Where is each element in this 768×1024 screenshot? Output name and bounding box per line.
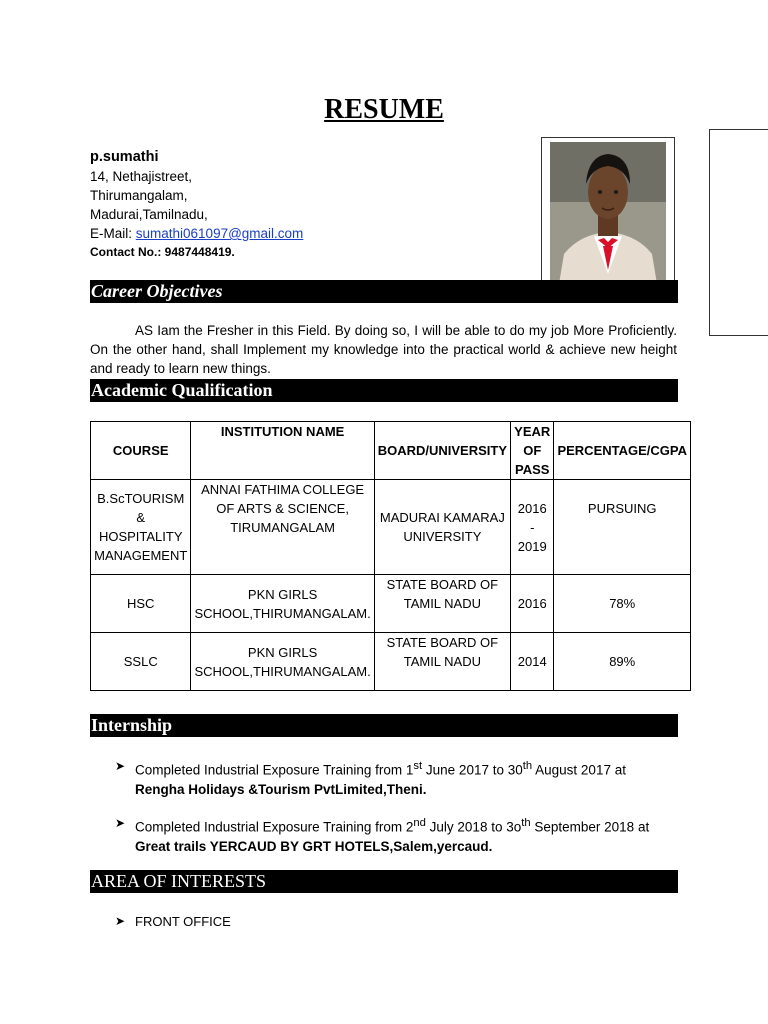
- email-link[interactable]: sumathi061097@gmail.com: [135, 226, 304, 241]
- interests-list: [115, 912, 677, 931]
- cell-institution: PKN GIRLS SCHOOL,THIRUMANGALAM.: [191, 633, 374, 691]
- section-heading-internship: Internship: [90, 714, 678, 737]
- internship-text-part: Completed Industrial Exposure Training from 2: [135, 819, 414, 835]
- cell-percentage: 89%: [554, 633, 691, 691]
- ordinal-suffix: nd: [413, 817, 426, 829]
- arrow-bullet-icon: ➤: [115, 759, 126, 773]
- cell-percentage: PURSUING: [554, 480, 691, 575]
- header-course: COURSE: [91, 422, 191, 480]
- table-header-row: [91, 422, 691, 480]
- cell-board: MADURAI KAMARAJ UNIVERSITY: [374, 480, 510, 575]
- cell-year: 2016 - 2019: [511, 480, 554, 575]
- interest-text: FRONT OFFICE: [135, 914, 231, 929]
- ordinal-suffix: th: [522, 760, 533, 772]
- internship-text: [135, 814, 677, 837]
- list-item: [115, 814, 677, 856]
- cell-year: 2016: [511, 575, 554, 633]
- contact-block: [90, 148, 303, 262]
- career-objective-text: AS Iam the Fresher in this Field. By doing so, I will be able to do my job More Proficiently. On the other hand, shall Implement my knowledge into the practical world & achieve new height and ready to learn new things.: [90, 323, 677, 376]
- header-year: YEAR OF PASS: [511, 422, 554, 480]
- phone-number: 9487448419.: [164, 245, 235, 259]
- section-heading-career: Career Objectives: [90, 280, 678, 303]
- section-heading-interests: AREA OF INTERESTS: [90, 870, 678, 893]
- cell-course: B.ScTOURISM & HOSPITALITY MANAGEMENT: [91, 480, 191, 575]
- internship-text-part: June 2017 to 30: [422, 762, 523, 778]
- cell-year: 2014: [511, 633, 554, 691]
- table-row: [91, 575, 691, 633]
- email-label: E-Mail:: [90, 226, 136, 241]
- internship-company: Great trails YERCAUD BY GRT HOTELS,Salem,yercaud.: [135, 838, 493, 854]
- cell-institution: ANNAI FATHIMA COLLEGE OF ARTS & SCIENCE, TIRUMANGALAM: [191, 480, 374, 575]
- address-line: 14, Nethajistreet,: [90, 169, 193, 184]
- header-board: BOARD/UNIVERSITY: [374, 422, 510, 480]
- ordinal-suffix: st: [413, 760, 423, 772]
- list-item: [115, 912, 677, 931]
- cell-percentage: 78%: [554, 575, 691, 633]
- email-row: [90, 224, 303, 243]
- side-frame: [709, 129, 768, 336]
- phone-row: [90, 243, 303, 262]
- profile-photo-frame: [541, 137, 675, 296]
- internship-text-part: July 2018 to 3o: [425, 819, 522, 835]
- profile-photo: [550, 142, 666, 290]
- table-row: [91, 480, 691, 575]
- arrow-bullet-icon: ➤: [115, 816, 126, 830]
- internship-text-part: September 2018 at: [530, 819, 650, 835]
- ordinal-suffix: th: [521, 817, 531, 829]
- address-line: Thirumangalam,: [90, 188, 188, 203]
- list-item: [115, 757, 677, 799]
- internship-list: [115, 757, 677, 799]
- cell-course: HSC: [91, 575, 191, 633]
- header-percentage: PERCENTAGE/CGPA: [554, 422, 691, 480]
- academic-table: [90, 421, 691, 691]
- cell-course: SSLC: [91, 633, 191, 691]
- cell-board: STATE BOARD OF TAMIL NADU: [374, 633, 510, 691]
- internship-text-part: Completed Industrial Exposure Training from 1: [135, 762, 414, 778]
- internship-company: Rengha Holidays &Tourism PvtLimited,Theni.: [135, 781, 427, 797]
- internship-text: [135, 757, 677, 780]
- phone-label: Contact No.:: [90, 245, 165, 259]
- header-institution: INSTITUTION NAME: [191, 422, 374, 480]
- section-heading-academic: Academic Qualification: [90, 379, 678, 402]
- table-row: [91, 633, 691, 691]
- address-line: Madurai,Tamilnadu,: [90, 207, 208, 222]
- internship-list: [115, 814, 677, 856]
- candidate-name: p.sumathi: [90, 149, 159, 165]
- cell-institution: PKN GIRLS SCHOOL,THIRUMANGALAM.: [191, 575, 374, 633]
- arrow-bullet-icon: ➤: [115, 914, 126, 928]
- cell-board: STATE BOARD OF TAMIL NADU: [374, 575, 510, 633]
- page-title: RESUME: [324, 94, 444, 125]
- internship-text-part: August 2017 at: [532, 762, 626, 778]
